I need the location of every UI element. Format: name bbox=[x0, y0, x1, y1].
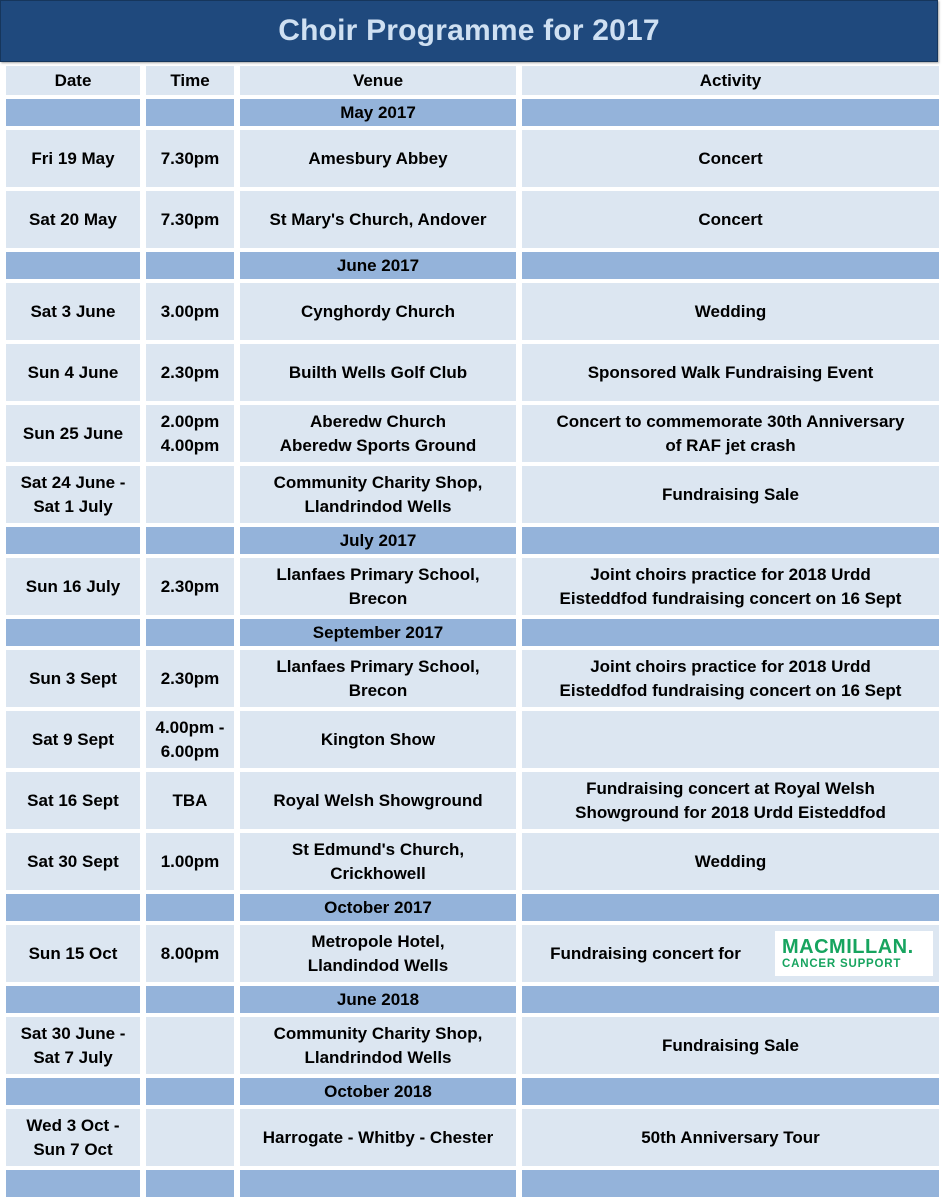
date-text: Sun 16 July bbox=[25, 576, 121, 596]
activity-text: Concert bbox=[698, 148, 763, 168]
event-row bbox=[6, 130, 939, 187]
month-label-cell bbox=[240, 1170, 516, 1197]
programme-table bbox=[0, 62, 945, 1201]
date-text: Sun 3 Sept bbox=[29, 668, 117, 688]
month-spacer-cell bbox=[6, 99, 140, 126]
venue-cell bbox=[240, 772, 516, 829]
activity-cell bbox=[522, 466, 939, 523]
month-spacer-cell bbox=[522, 252, 939, 279]
month-spacer-cell bbox=[146, 527, 234, 554]
activity-text: Joint choirs practice for 2018 Urdd bbox=[590, 656, 871, 676]
month-label-cell bbox=[240, 986, 516, 1013]
event-row bbox=[6, 833, 939, 890]
event-row bbox=[6, 925, 939, 982]
month-spacer-cell bbox=[6, 894, 140, 921]
month-label-cell bbox=[240, 527, 516, 554]
header-row bbox=[6, 66, 939, 95]
activity-cell bbox=[522, 925, 939, 982]
time-cell bbox=[146, 711, 234, 768]
month-label-cell bbox=[240, 252, 516, 279]
venue-text: Llanfaes Primary School, bbox=[276, 656, 480, 676]
activity-cell bbox=[522, 558, 939, 615]
date-text: Sat 20 May bbox=[29, 209, 117, 229]
macmillan-tagline: CANCER SUPPORT bbox=[782, 957, 902, 970]
date-text: Sun 7 Oct bbox=[33, 1139, 113, 1159]
date-cell bbox=[6, 711, 140, 768]
venue-cell bbox=[240, 925, 516, 982]
month-spacer-cell bbox=[146, 1078, 234, 1105]
time-cell bbox=[146, 466, 234, 523]
month-spacer-cell bbox=[522, 99, 939, 126]
time-cell bbox=[146, 833, 234, 890]
month-spacer-cell bbox=[522, 619, 939, 646]
time-cell bbox=[146, 344, 234, 401]
activity-text: Sponsored Walk Fundraising Event bbox=[587, 362, 874, 382]
venue-cell bbox=[240, 191, 516, 248]
venue-cell bbox=[240, 344, 516, 401]
activity-cell bbox=[522, 650, 939, 707]
venue-text: Llanfaes Primary School, bbox=[276, 564, 480, 584]
time-text: 3.00pm bbox=[160, 301, 220, 321]
month-spacer-cell bbox=[146, 986, 234, 1013]
venue-text: Builth Wells Golf Club bbox=[288, 362, 468, 382]
venue-cell bbox=[240, 558, 516, 615]
time-text: 2.30pm bbox=[160, 668, 220, 688]
month-spacer-cell bbox=[6, 619, 140, 646]
time-cell bbox=[146, 283, 234, 340]
activity-cell bbox=[522, 1017, 939, 1074]
month-spacer-cell bbox=[6, 1170, 140, 1197]
date-text: Sun 4 June bbox=[27, 362, 119, 382]
activity-text: Fundraising concert for bbox=[550, 943, 741, 963]
month-label: June 2018 bbox=[336, 989, 420, 1009]
date-cell bbox=[6, 405, 140, 462]
date-cell bbox=[6, 191, 140, 248]
time-text: TBA bbox=[172, 790, 208, 810]
event-row bbox=[6, 558, 939, 615]
time-text: 1.00pm bbox=[160, 851, 220, 871]
time-cell bbox=[146, 650, 234, 707]
activity-text: Concert to commemorate 30th Anniversary bbox=[556, 411, 905, 431]
activity-text: Fundraising Sale bbox=[662, 1035, 799, 1055]
time-text: 4.00pm - bbox=[155, 717, 225, 737]
date-cell bbox=[6, 283, 140, 340]
month-row bbox=[6, 1078, 939, 1105]
macmillan-wordmark: MACMILLAN. bbox=[782, 935, 914, 958]
venue-cell bbox=[240, 283, 516, 340]
venue-text: Kington Show bbox=[320, 729, 436, 749]
date-text: Sat 3 June bbox=[30, 301, 116, 321]
date-cell bbox=[6, 833, 140, 890]
time-cell bbox=[146, 558, 234, 615]
venue-cell bbox=[240, 130, 516, 187]
time-cell bbox=[146, 1017, 234, 1074]
month-label-cell bbox=[240, 1078, 516, 1105]
month-row bbox=[6, 99, 939, 126]
time-cell bbox=[146, 130, 234, 187]
month-spacer-cell bbox=[6, 527, 140, 554]
date-cell bbox=[6, 130, 140, 187]
macmillan-cancer-support-logo bbox=[775, 931, 933, 976]
venue-text: Amesbury Abbey bbox=[308, 148, 448, 168]
venue-text: Royal Welsh Showground bbox=[273, 790, 483, 810]
time-text: 2.00pm bbox=[160, 411, 220, 431]
venue-text: Cynghordy Church bbox=[301, 301, 455, 321]
date-cell bbox=[6, 466, 140, 523]
time-cell bbox=[146, 405, 234, 462]
venue-text: Aberedw Sports Ground bbox=[279, 435, 477, 455]
page-title: Choir Programme for 2017 bbox=[278, 14, 660, 47]
venue-text: Llandindod Wells bbox=[307, 955, 449, 975]
activity-cell bbox=[522, 191, 939, 248]
date-cell bbox=[6, 344, 140, 401]
activity-text: Showground for 2018 Urdd Eisteddfod bbox=[575, 802, 886, 822]
month-label-cell bbox=[240, 619, 516, 646]
venue-cell bbox=[240, 711, 516, 768]
date-cell bbox=[6, 925, 140, 982]
month-spacer-cell bbox=[146, 894, 234, 921]
month-label-cell bbox=[240, 894, 516, 921]
month-row bbox=[6, 894, 939, 921]
month-row bbox=[6, 986, 939, 1013]
month-label: September 2017 bbox=[312, 622, 444, 642]
date-text: Sat 30 Sept bbox=[27, 851, 119, 871]
table-header bbox=[6, 66, 939, 95]
month-label: October 2018 bbox=[324, 1081, 432, 1101]
venue-text: St Mary's Church, Andover bbox=[269, 209, 487, 229]
month-spacer-cell bbox=[522, 527, 939, 554]
time-text: 2.30pm bbox=[160, 576, 220, 596]
event-row bbox=[6, 1109, 939, 1166]
activity-text: Fundraising concert at Royal Welsh bbox=[586, 778, 875, 798]
event-row bbox=[6, 466, 939, 523]
month-spacer-cell bbox=[146, 619, 234, 646]
event-row bbox=[6, 344, 939, 401]
venue-text: Metropole Hotel, bbox=[311, 931, 445, 951]
month-row bbox=[6, 252, 939, 279]
date-text: Sun 15 Oct bbox=[28, 943, 118, 963]
date-text: Sat 24 June - bbox=[20, 472, 126, 492]
table-body bbox=[6, 99, 939, 1197]
activity-text: Wedding bbox=[694, 851, 767, 871]
time-text: 7.30pm bbox=[160, 209, 220, 229]
date-cell bbox=[6, 1109, 140, 1166]
month-spacer-cell bbox=[146, 1170, 234, 1197]
time-cell bbox=[146, 925, 234, 982]
venue-text: Aberedw Church bbox=[309, 411, 447, 431]
activity-text: Fundraising Sale bbox=[662, 484, 799, 504]
column-header-venue: Venue bbox=[240, 66, 516, 95]
event-row bbox=[6, 1017, 939, 1074]
month-spacer-cell bbox=[146, 252, 234, 279]
time-text: 4.00pm bbox=[160, 435, 220, 455]
venue-cell bbox=[240, 466, 516, 523]
venue-cell bbox=[240, 405, 516, 462]
date-cell bbox=[6, 772, 140, 829]
time-text: 2.30pm bbox=[160, 362, 220, 382]
time-text: 8.00pm bbox=[160, 943, 220, 963]
event-row bbox=[6, 650, 939, 707]
venue-text: Harrogate - Whitby - Chester bbox=[262, 1127, 494, 1147]
venue-text: Brecon bbox=[348, 588, 408, 608]
event-row bbox=[6, 772, 939, 829]
activity-text: Eisteddfod fundraising concert on 16 Sept bbox=[559, 588, 902, 608]
activity-cell bbox=[522, 405, 939, 462]
time-text: 7.30pm bbox=[160, 148, 220, 168]
month-spacer-cell bbox=[6, 252, 140, 279]
venue-text: Crickhowell bbox=[330, 863, 426, 883]
venue-cell bbox=[240, 1109, 516, 1166]
activity-cell bbox=[522, 833, 939, 890]
title-bar bbox=[0, 0, 938, 62]
month-spacer-cell bbox=[522, 1170, 939, 1197]
venue-text: Brecon bbox=[348, 680, 408, 700]
month-label: October 2017 bbox=[324, 897, 432, 917]
month-spacer-cell bbox=[522, 894, 939, 921]
activity-cell bbox=[522, 1109, 939, 1166]
venue-cell bbox=[240, 650, 516, 707]
venue-cell bbox=[240, 1017, 516, 1074]
venue-text: St Edmund's Church, bbox=[291, 839, 465, 859]
activity-cell bbox=[522, 772, 939, 829]
event-row bbox=[6, 711, 939, 768]
date-text: Sat 7 July bbox=[33, 1047, 113, 1067]
activity-cell bbox=[522, 283, 939, 340]
time-text: 6.00pm bbox=[160, 741, 220, 761]
date-cell bbox=[6, 558, 140, 615]
date-text: Fri 19 May bbox=[31, 148, 115, 168]
activity-cell bbox=[522, 344, 939, 401]
venue-text: Community Charity Shop, bbox=[273, 472, 483, 492]
column-header-date: Date bbox=[6, 66, 140, 95]
month-spacer-cell bbox=[6, 986, 140, 1013]
activity-text: Concert bbox=[698, 209, 763, 229]
venue-text: Llandrindod Wells bbox=[304, 1047, 452, 1067]
date-text: Sat 16 Sept bbox=[27, 790, 119, 810]
month-label: July 2017 bbox=[339, 530, 417, 550]
event-row bbox=[6, 283, 939, 340]
date-text: Sun 25 June bbox=[22, 423, 124, 443]
month-row bbox=[6, 619, 939, 646]
month-spacer-cell bbox=[146, 99, 234, 126]
month-row bbox=[6, 527, 939, 554]
time-cell bbox=[146, 1109, 234, 1166]
month-label: June 2017 bbox=[336, 255, 420, 275]
venue-cell bbox=[240, 833, 516, 890]
venue-text: Llandrindod Wells bbox=[304, 496, 452, 516]
activity-cell bbox=[522, 130, 939, 187]
month-label: May 2017 bbox=[340, 102, 416, 122]
month-label-cell bbox=[240, 99, 516, 126]
date-text: Wed 3 Oct - bbox=[26, 1115, 120, 1135]
month-spacer-cell bbox=[522, 1078, 939, 1105]
activity-text: Joint choirs practice for 2018 Urdd bbox=[590, 564, 871, 584]
date-text: Sat 30 June - bbox=[20, 1023, 126, 1043]
activity-text: Wedding bbox=[694, 301, 767, 321]
column-header-activity: Activity bbox=[522, 66, 939, 95]
column-header-time: Time bbox=[146, 66, 234, 95]
venue-text: Community Charity Shop, bbox=[273, 1023, 483, 1043]
activity-text: of RAF jet crash bbox=[665, 435, 796, 455]
month-spacer-cell bbox=[522, 986, 939, 1013]
time-cell bbox=[146, 191, 234, 248]
date-text: Sat 1 July bbox=[33, 496, 113, 516]
month-row bbox=[6, 1170, 939, 1197]
activity-text: Eisteddfod fundraising concert on 16 Sept bbox=[559, 680, 902, 700]
date-text: Sat 9 Sept bbox=[31, 729, 115, 749]
activity-text: 50th Anniversary Tour bbox=[641, 1127, 820, 1147]
date-cell bbox=[6, 650, 140, 707]
time-cell bbox=[146, 772, 234, 829]
event-row bbox=[6, 405, 939, 462]
date-cell bbox=[6, 1017, 140, 1074]
activity-cell bbox=[522, 711, 939, 768]
event-row bbox=[6, 191, 939, 248]
month-spacer-cell bbox=[6, 1078, 140, 1105]
